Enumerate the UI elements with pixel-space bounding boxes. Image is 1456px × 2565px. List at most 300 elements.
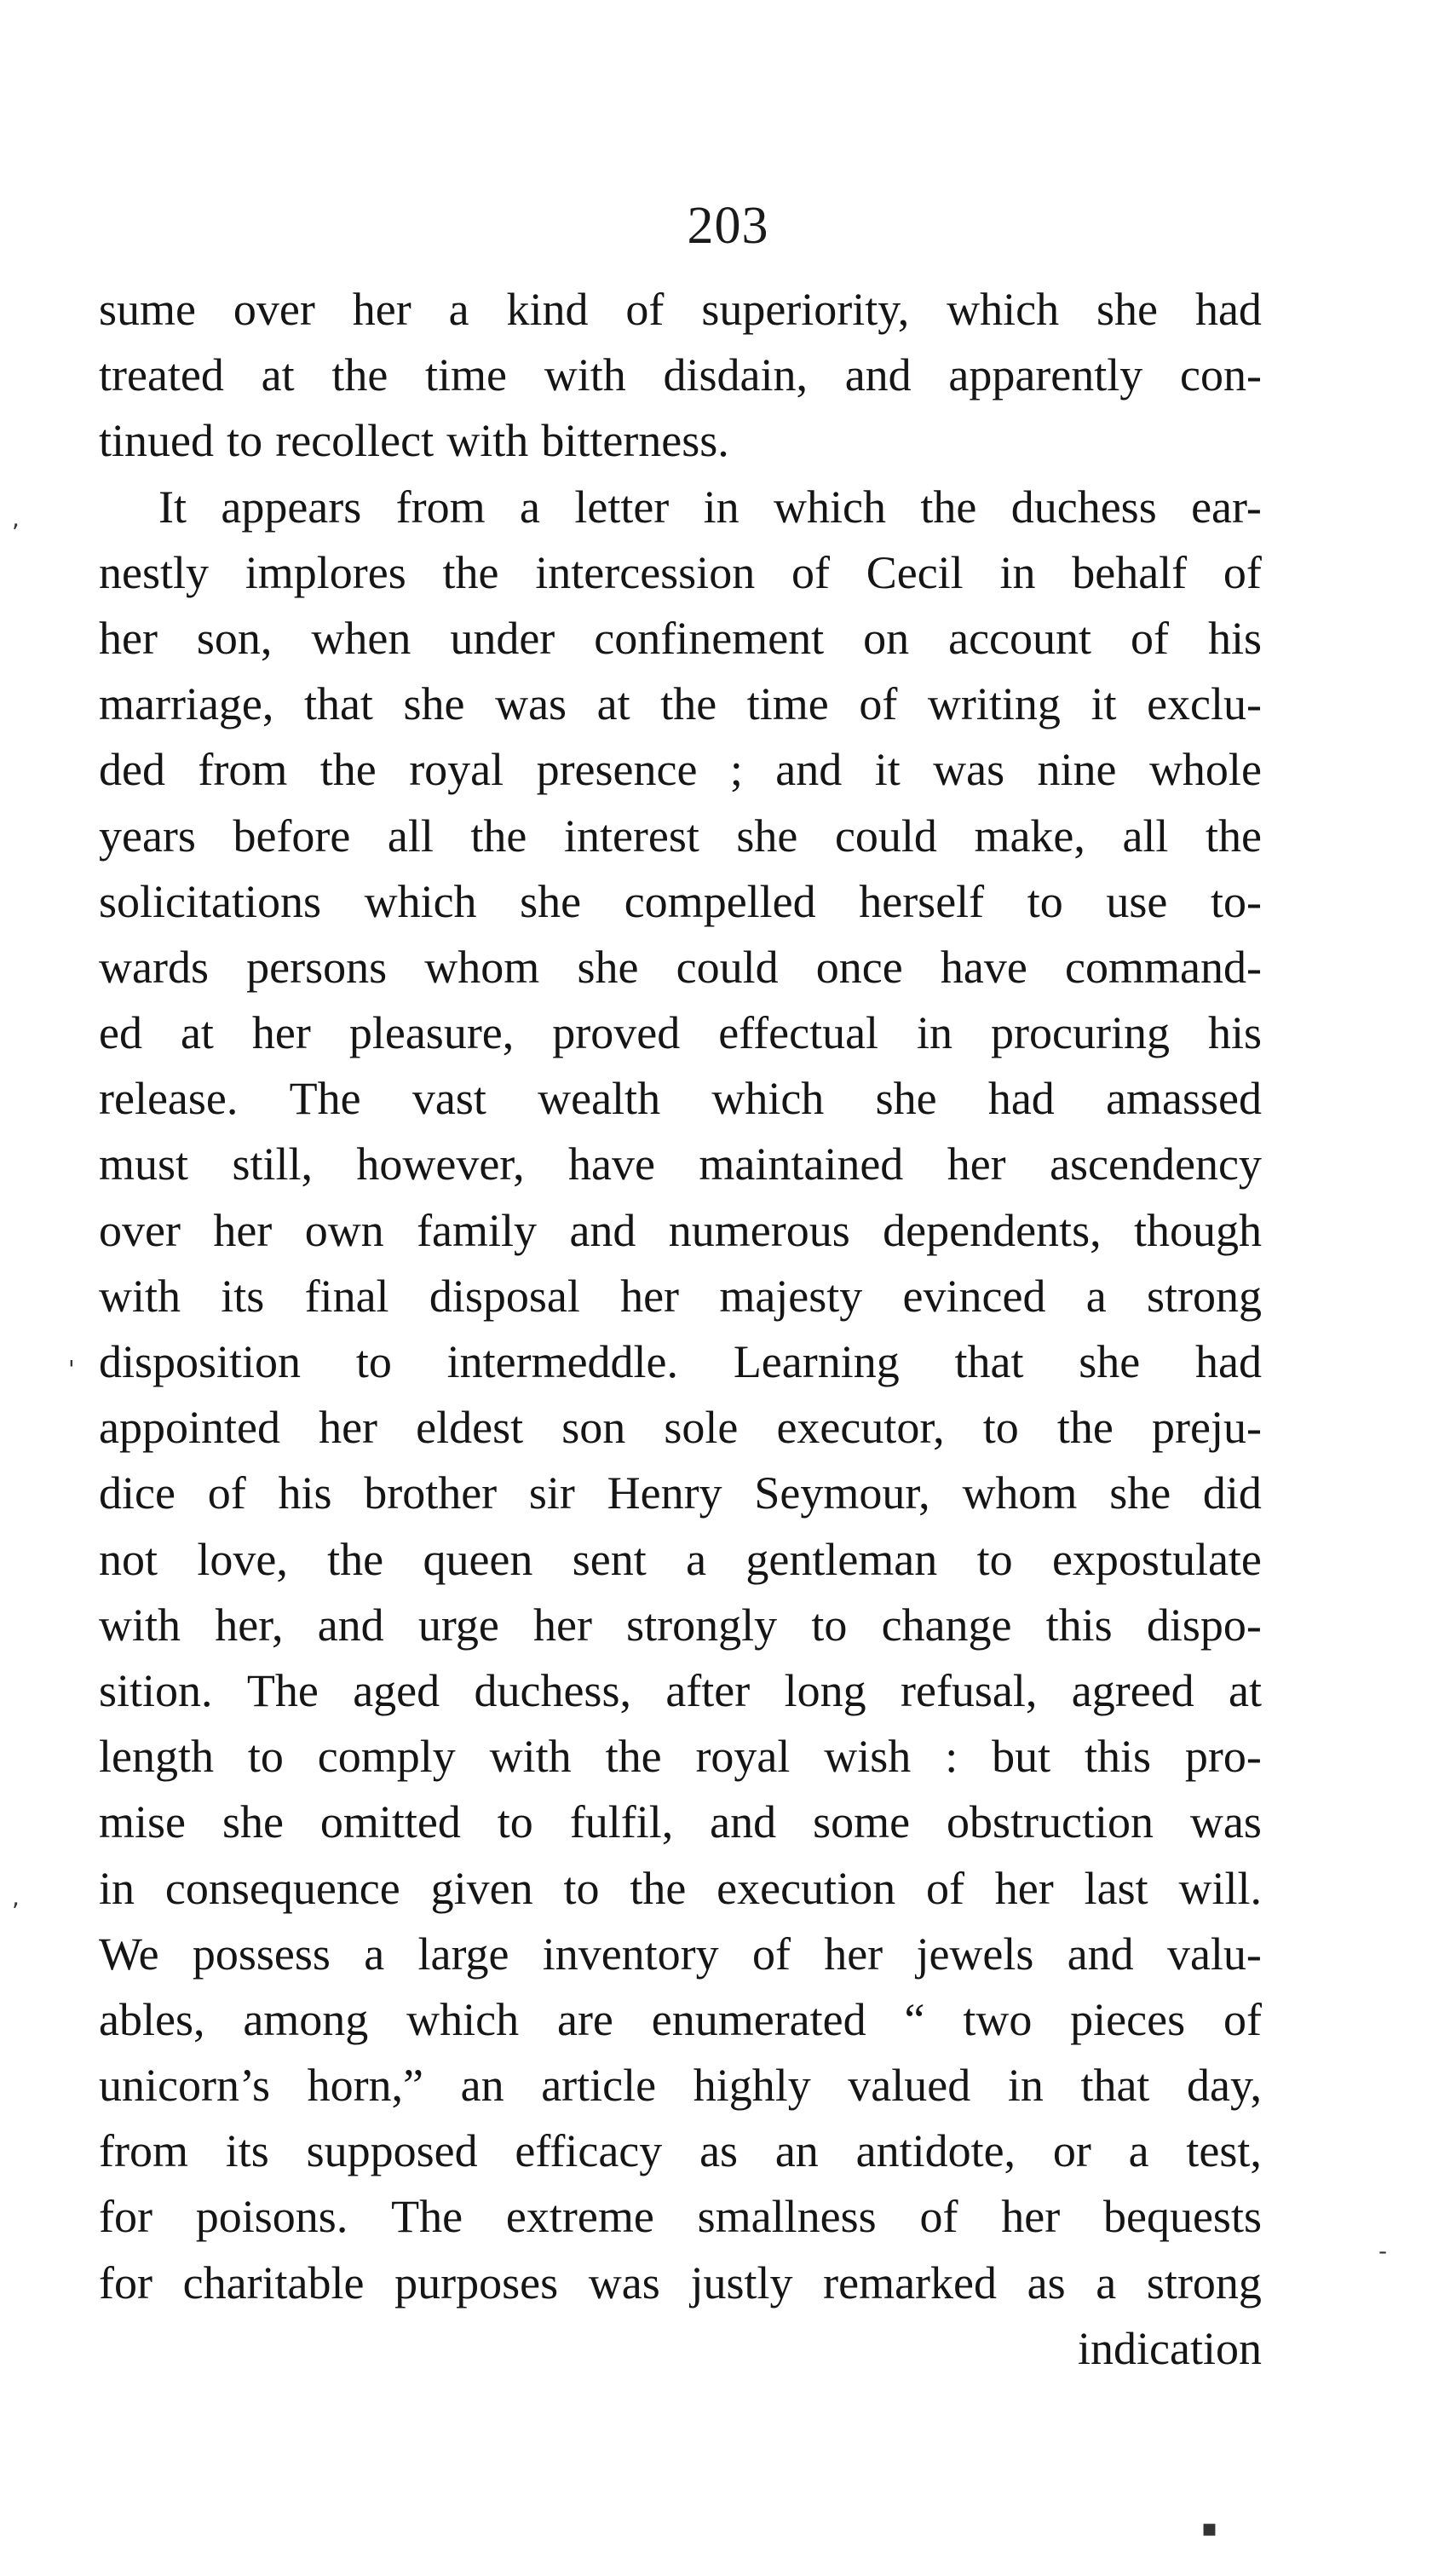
word: the xyxy=(331,349,388,401)
word: day, xyxy=(1187,2060,1262,2112)
word: of xyxy=(925,1862,964,1914)
word: she xyxy=(1079,1336,1141,1387)
word: and xyxy=(844,349,912,401)
word: intercession xyxy=(535,546,756,598)
word: of xyxy=(625,284,665,335)
word: its xyxy=(225,2125,269,2177)
word: We xyxy=(99,1928,159,1980)
word: for xyxy=(99,2257,153,2308)
word: to- xyxy=(1210,875,1262,927)
word: interest xyxy=(563,810,699,862)
word: at xyxy=(1229,1664,1262,1716)
word: purposes xyxy=(394,2257,559,2308)
word: with xyxy=(99,1599,181,1651)
word: executor, xyxy=(776,1402,945,1454)
word: article xyxy=(541,2060,657,2112)
word: possess xyxy=(192,1928,331,1980)
text-line xyxy=(99,1461,1262,1526)
word: ; xyxy=(729,744,743,796)
word: royal xyxy=(695,1731,791,1783)
word: an xyxy=(460,2060,504,2112)
word: the xyxy=(630,1862,687,1914)
word: however, xyxy=(356,1138,525,1190)
word: the xyxy=(920,481,977,533)
word: it xyxy=(874,744,901,796)
word: her xyxy=(1001,2191,1061,2243)
word: wish xyxy=(824,1731,912,1783)
word: she xyxy=(520,875,582,927)
word: apparently xyxy=(948,349,1143,401)
word: was xyxy=(495,678,567,730)
word: ear- xyxy=(1191,481,1262,533)
text-line xyxy=(99,1000,1262,1066)
word: own xyxy=(304,1204,384,1256)
word: mise xyxy=(99,1796,186,1848)
word: bitterness. xyxy=(541,415,729,467)
word: sition. xyxy=(99,1664,213,1716)
text-line xyxy=(99,2053,1262,2118)
word: a xyxy=(1128,2125,1149,2177)
word: though xyxy=(1133,1204,1262,1256)
word: Cecil xyxy=(866,546,964,598)
margin-speck: , xyxy=(12,504,20,533)
word: inventory xyxy=(542,1928,719,1980)
word: years xyxy=(99,810,196,862)
word: make, xyxy=(974,810,1085,862)
word: use xyxy=(1106,875,1168,927)
text-line xyxy=(99,1066,1262,1132)
word: horn,” xyxy=(307,2060,424,2112)
word: release. xyxy=(99,1073,239,1125)
word: final xyxy=(304,1270,389,1322)
word: Learning xyxy=(733,1336,900,1387)
word: the xyxy=(605,1731,662,1783)
word: execution xyxy=(716,1862,896,1914)
text-line xyxy=(99,1724,1262,1790)
word: to xyxy=(247,1731,284,1783)
word: its xyxy=(221,1270,265,1322)
margin-speck: - xyxy=(1378,2237,1388,2265)
word: consequence xyxy=(164,1862,400,1914)
word: his xyxy=(278,1467,332,1519)
word: duchess, xyxy=(474,1664,631,1716)
word: her xyxy=(824,1928,883,1980)
word: with xyxy=(446,415,529,467)
word: a xyxy=(364,1928,385,1980)
word: expostulate xyxy=(1051,1533,1262,1585)
word: time xyxy=(425,349,508,401)
word: of xyxy=(207,1467,246,1519)
word: amassed xyxy=(1106,1073,1262,1125)
word: had xyxy=(987,1073,1055,1125)
word: disposal xyxy=(429,1270,580,1322)
word: bequests xyxy=(1103,2191,1262,2243)
word: procuring xyxy=(991,1007,1170,1059)
text-line xyxy=(99,1658,1262,1724)
word: nine xyxy=(1037,744,1117,796)
word: was xyxy=(1189,1796,1262,1848)
word: to xyxy=(227,415,263,467)
word: change xyxy=(881,1599,1012,1651)
word: with xyxy=(99,1270,181,1322)
word: valu- xyxy=(1166,1928,1262,1980)
word: from xyxy=(198,744,288,796)
text-line xyxy=(99,1856,1262,1922)
word: his xyxy=(1207,1007,1262,1059)
word: ables, xyxy=(99,1993,205,2045)
word: the xyxy=(1205,810,1262,862)
text-line xyxy=(99,869,1262,935)
word: supposed xyxy=(306,2125,478,2177)
margin-speck: ▪ xyxy=(1201,2514,1217,2542)
word: did xyxy=(1202,1467,1262,1519)
word: must xyxy=(99,1138,189,1190)
word: solicitations xyxy=(99,875,321,927)
word: she xyxy=(222,1796,284,1848)
word: fulfil, xyxy=(569,1796,674,1848)
word: nestly xyxy=(99,546,209,598)
word: and xyxy=(710,1796,777,1848)
word: Henry xyxy=(607,1467,722,1519)
word: sent xyxy=(572,1533,647,1585)
word: to xyxy=(355,1336,392,1387)
word: whom xyxy=(962,1467,1078,1519)
word: to xyxy=(563,1862,600,1914)
catchword xyxy=(99,2316,1262,2382)
word: Seymour, xyxy=(754,1467,930,1519)
word: all xyxy=(1122,810,1169,862)
word: comply xyxy=(317,1731,456,1783)
word: her xyxy=(947,1138,1006,1190)
word: at xyxy=(261,349,295,401)
word: to xyxy=(982,1402,1019,1454)
word: last xyxy=(1084,1862,1148,1914)
word: in xyxy=(1007,2060,1044,2112)
text-line xyxy=(99,1264,1262,1329)
word: presence xyxy=(536,744,698,796)
word: efficacy xyxy=(515,2125,663,2177)
word: she xyxy=(875,1073,937,1125)
word: exclu- xyxy=(1147,678,1262,730)
text-line xyxy=(99,804,1262,869)
word: was xyxy=(588,2257,660,2308)
word: appointed xyxy=(99,1402,280,1454)
word: after xyxy=(665,1664,751,1716)
word: and xyxy=(775,744,843,796)
word: wealth xyxy=(538,1073,661,1125)
word: eldest xyxy=(416,1402,524,1454)
word: dependents, xyxy=(883,1204,1102,1256)
word: will. xyxy=(1178,1862,1262,1914)
text-line xyxy=(99,1132,1262,1197)
word: was xyxy=(933,744,1005,796)
word: remarked xyxy=(823,2257,997,2308)
word: it xyxy=(1091,678,1117,730)
word: appears xyxy=(221,481,362,533)
word: the xyxy=(327,1533,384,1585)
word: valued xyxy=(848,2060,971,2112)
word: preju- xyxy=(1152,1402,1262,1454)
word: justly xyxy=(690,2257,793,2308)
word: pro- xyxy=(1184,1731,1262,1783)
word: have xyxy=(940,941,1027,993)
word: implores xyxy=(245,546,406,598)
word: command- xyxy=(1065,941,1262,993)
word: : xyxy=(945,1731,958,1783)
word: his xyxy=(1207,612,1262,664)
word: account xyxy=(948,612,1092,664)
word: the xyxy=(660,678,717,730)
text-line xyxy=(99,935,1262,1000)
word: which xyxy=(774,481,887,533)
word: recollect xyxy=(275,415,434,467)
word: writing xyxy=(927,678,1061,730)
word: smallness xyxy=(697,2191,877,2243)
word: vast xyxy=(411,1073,486,1125)
word: could xyxy=(834,810,937,862)
word: this xyxy=(1085,1731,1152,1783)
word: with xyxy=(489,1731,572,1783)
word: the xyxy=(1056,1402,1114,1454)
text-line xyxy=(99,1922,1262,1987)
word: of xyxy=(1130,612,1169,664)
catchword-text: indication xyxy=(1078,2322,1262,2374)
word: disposition xyxy=(99,1336,302,1387)
word: her xyxy=(213,1204,273,1256)
word: behalf xyxy=(1072,546,1188,598)
word: numerous xyxy=(668,1204,850,1256)
word: not xyxy=(99,1533,158,1585)
word: whole xyxy=(1148,744,1262,796)
word: love, xyxy=(197,1533,288,1585)
word: which xyxy=(364,875,477,927)
page-number: 203 xyxy=(687,197,769,255)
word: aged xyxy=(353,1664,440,1716)
word: which xyxy=(711,1073,825,1125)
word: whom xyxy=(424,941,540,993)
word: son, xyxy=(196,612,273,664)
word: the xyxy=(470,810,527,862)
word: sole xyxy=(664,1402,739,1454)
word: over xyxy=(99,1204,181,1256)
word: urge xyxy=(417,1599,499,1651)
word: omitted xyxy=(319,1796,461,1848)
text-line xyxy=(99,2118,1262,2184)
word: agreed xyxy=(1071,1664,1194,1716)
text-line xyxy=(99,475,1262,540)
word: tinued xyxy=(99,415,214,467)
word: that xyxy=(954,1336,1024,1387)
word: duchess xyxy=(1010,481,1157,533)
text-line xyxy=(99,672,1262,737)
word: to xyxy=(976,1533,1013,1585)
word: her xyxy=(994,1862,1054,1914)
word: wards xyxy=(99,941,209,993)
text-line xyxy=(99,1790,1262,1855)
word: could xyxy=(676,941,779,993)
word: ascendency xyxy=(1050,1138,1262,1190)
word: brother xyxy=(364,1467,498,1519)
word: she xyxy=(403,678,465,730)
text-line xyxy=(99,1593,1262,1658)
word: charitable xyxy=(182,2257,365,2308)
word: she xyxy=(1109,1467,1171,1519)
word: pieces xyxy=(1070,1993,1186,2045)
word: letter xyxy=(574,481,670,533)
word: and xyxy=(1067,1928,1134,1980)
word: persons xyxy=(246,941,388,993)
word: of xyxy=(859,678,898,730)
word: a xyxy=(686,1533,707,1585)
word: ed xyxy=(99,1007,142,1059)
word: in xyxy=(917,1007,953,1059)
word: she xyxy=(736,810,798,862)
word: dice xyxy=(99,1467,176,1519)
text-line xyxy=(99,1527,1262,1593)
text-line xyxy=(99,606,1262,672)
word: the xyxy=(442,546,499,598)
word: her xyxy=(99,612,158,664)
word: a xyxy=(1085,1270,1107,1322)
word: in xyxy=(99,1862,135,1914)
word: pleasure, xyxy=(348,1007,515,1059)
word: compelled xyxy=(624,875,816,927)
word: her xyxy=(251,1007,311,1059)
word: all xyxy=(387,810,434,862)
word: maintained xyxy=(699,1138,904,1190)
word: that xyxy=(303,678,373,730)
word: It xyxy=(158,481,187,533)
word: treated xyxy=(99,349,224,401)
word: herself xyxy=(859,875,985,927)
word: obstruction xyxy=(947,1796,1154,1848)
text-line xyxy=(99,2184,1262,2250)
word: she xyxy=(577,941,639,993)
word: in xyxy=(703,481,740,533)
word: among xyxy=(243,1993,369,2045)
text-line xyxy=(99,1395,1262,1461)
word: highly xyxy=(693,2060,811,2112)
word: over xyxy=(233,284,315,335)
word: as xyxy=(1027,2257,1066,2308)
word: still, xyxy=(232,1138,313,1190)
word: of xyxy=(919,2191,958,2243)
word: or xyxy=(1052,2125,1091,2177)
word: length xyxy=(99,1731,214,1783)
text-line xyxy=(99,1329,1262,1395)
word: strong xyxy=(1146,2257,1262,2308)
word: effectual xyxy=(718,1007,879,1059)
word: ded xyxy=(99,744,165,796)
word: evinced xyxy=(902,1270,1046,1322)
word: of xyxy=(1223,546,1262,598)
word: but xyxy=(992,1731,1051,1783)
word: as xyxy=(699,2125,739,2177)
word: proved xyxy=(552,1007,681,1059)
text-line xyxy=(99,408,1262,474)
word: two xyxy=(963,1993,1033,2045)
word: that xyxy=(1080,2060,1150,2112)
text-line xyxy=(99,540,1262,606)
word: of xyxy=(791,546,830,598)
word: from xyxy=(99,2125,188,2177)
word: The xyxy=(391,2191,463,2243)
word: queen xyxy=(423,1533,533,1585)
word: have xyxy=(568,1138,655,1190)
word: sume xyxy=(99,284,196,335)
word: the xyxy=(319,744,377,796)
word: long xyxy=(784,1664,866,1716)
word: marriage, xyxy=(99,678,274,730)
word: son xyxy=(561,1402,626,1454)
word: an xyxy=(774,2125,819,2177)
word: and xyxy=(317,1599,384,1651)
word: with xyxy=(544,349,626,401)
word: when xyxy=(311,612,411,664)
word: strong xyxy=(1146,1270,1262,1322)
word: her xyxy=(620,1270,680,1322)
word: of xyxy=(751,1928,791,1980)
text-line xyxy=(99,1987,1262,2053)
word: before xyxy=(233,810,351,862)
word: test, xyxy=(1186,2125,1262,2177)
word: jewels xyxy=(916,1928,1034,1980)
word: time xyxy=(746,678,829,730)
word: to xyxy=(1027,875,1063,927)
word: to xyxy=(811,1599,848,1651)
word: she xyxy=(1096,284,1159,335)
word: had xyxy=(1195,1336,1262,1387)
word: large xyxy=(417,1928,509,1980)
word: kind xyxy=(506,284,589,335)
word: in xyxy=(999,546,1036,598)
word: sir xyxy=(528,1467,575,1519)
word: refusal, xyxy=(900,1664,1038,1716)
text-line xyxy=(99,343,1262,408)
word: her xyxy=(319,1402,378,1454)
word: and xyxy=(569,1204,636,1256)
word: which xyxy=(947,284,1060,335)
word: intermeddle. xyxy=(446,1336,679,1387)
word: enumerated xyxy=(651,1993,866,2045)
text-line xyxy=(99,2251,1262,2316)
word: con- xyxy=(1180,349,1262,401)
word: for xyxy=(99,2191,153,2243)
word: poisons. xyxy=(195,2191,348,2243)
word: unicorn’s xyxy=(99,2060,270,2112)
word: which xyxy=(406,1993,520,2045)
word: at xyxy=(180,1007,214,1059)
margin-speck: , xyxy=(12,1883,20,1911)
word: on xyxy=(863,612,910,664)
word: confinement xyxy=(594,612,825,664)
text-line xyxy=(99,737,1262,803)
word: The xyxy=(289,1073,361,1125)
word: given xyxy=(430,1862,533,1914)
word: disdain, xyxy=(663,349,808,401)
word: her xyxy=(533,1599,592,1651)
word: from xyxy=(395,481,486,533)
word: of xyxy=(1223,1993,1262,2045)
word: are xyxy=(556,1993,613,2045)
word: a xyxy=(520,481,540,533)
word: strongly xyxy=(626,1599,778,1651)
word: had xyxy=(1194,284,1262,335)
word: her, xyxy=(215,1599,284,1651)
word: extreme xyxy=(505,2191,654,2243)
word: at xyxy=(596,678,630,730)
body-text xyxy=(99,277,1262,2382)
